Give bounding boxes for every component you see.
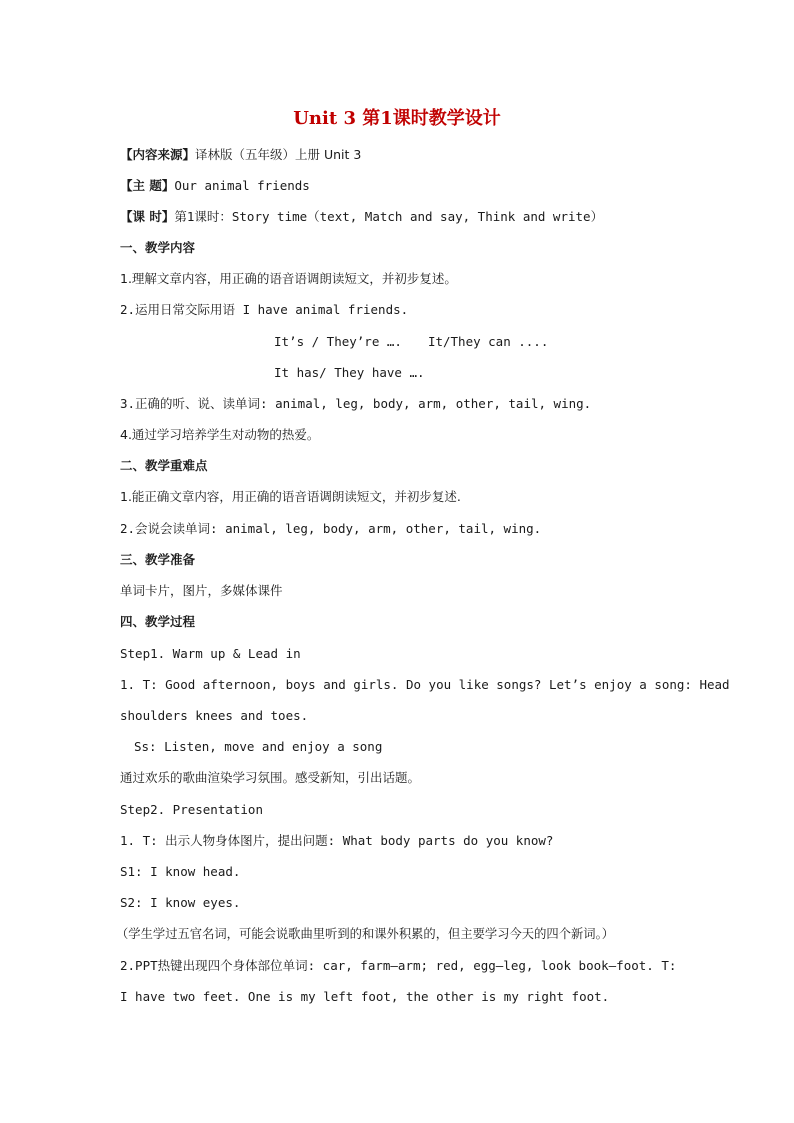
step1-note: 通过欢乐的歌曲渲染学习氛围。感受新知，引出话题。 [120, 770, 421, 785]
page-title: Unit 3 第1课时教学设计 [293, 108, 501, 129]
meta-source [120, 146, 361, 164]
topic-label: 【主 题】 [120, 178, 175, 193]
section-heading-content: 一、教学内容 [120, 240, 196, 255]
period-value: 第1课时：Story time（text, Match and say, Think and write） [174, 209, 604, 224]
step2-note: （学生学过五官名词，可能会说歌曲里听到的和课外积累的，但主要学习今天的四个新词。） [116, 927, 615, 941]
step1-students: Ss: Listen, move and enjoy a song [134, 739, 383, 754]
meta-period [120, 208, 603, 226]
step2-heading: Step2. Presentation [120, 802, 263, 817]
step2-ppt-line-1: 2.PPT热键出现四个身体部位单词: car, farm—arm; red, egg—leg, look book—foot. T: [120, 958, 677, 973]
section-heading-prep: 三、教学准备 [120, 552, 196, 567]
source-value: 译林版（五年级）上册 Unit 3 [195, 147, 362, 162]
step1-teacher-line-2: shoulders knees and toes. [120, 708, 309, 723]
step2-student-1: S1: I know head. [120, 864, 241, 879]
content-item-3: 3.正确的听、说、读单词: animal, leg, body, arm, other, tail, wing. [120, 396, 592, 411]
section-heading-process: 四、教学过程 [120, 614, 196, 629]
content-item-2-line-a [274, 333, 548, 351]
content-item-2: 2.运用日常交际用语 I have animal friends. [120, 302, 409, 317]
period-label: 【课 时】 [120, 209, 175, 224]
step1-heading: Step1. Warm up & Lead in [120, 646, 301, 661]
meta-topic [120, 177, 310, 195]
step1-teacher-line-1: 1. T: Good afternoon, boys and girls. Do you like songs? Let’s enjoy a song: Head [120, 677, 730, 692]
content-item-1: 1.理解文章内容，用正确的语音语调朗读短文，并初步复述。 [120, 271, 457, 286]
content-item-2-line-b: It has/ They have …. [274, 365, 425, 380]
pattern-can: It/They can .... [427, 334, 549, 349]
keypoint-item-1: 1.能正确文章内容，用正确的语音语调朗读短文，并初步复述. [120, 489, 461, 504]
keypoint-item-2: 2.会说会读单词: animal, leg, body, arm, other, tail, wing. [120, 521, 542, 536]
source-label: 【内容来源】 [120, 147, 196, 162]
step2-student-2: S2: I know eyes. [120, 895, 241, 910]
topic-value: Our animal friends [174, 178, 310, 193]
section-heading-keypoints: 二、教学重难点 [120, 458, 208, 473]
step2-ppt-line-2: I have two feet. One is my left foot, the other is my right foot. [120, 989, 610, 1004]
step2-teacher-line: 1. T: 出示人物身体图片，提出问题: What body parts do you know? [120, 833, 554, 848]
prep-text: 单词卡片，图片，多媒体课件 [120, 583, 283, 598]
content-item-4: 4.通过学习培养学生对动物的热爱。 [120, 427, 320, 442]
pattern-its: It’s / They’re …. [274, 334, 402, 349]
